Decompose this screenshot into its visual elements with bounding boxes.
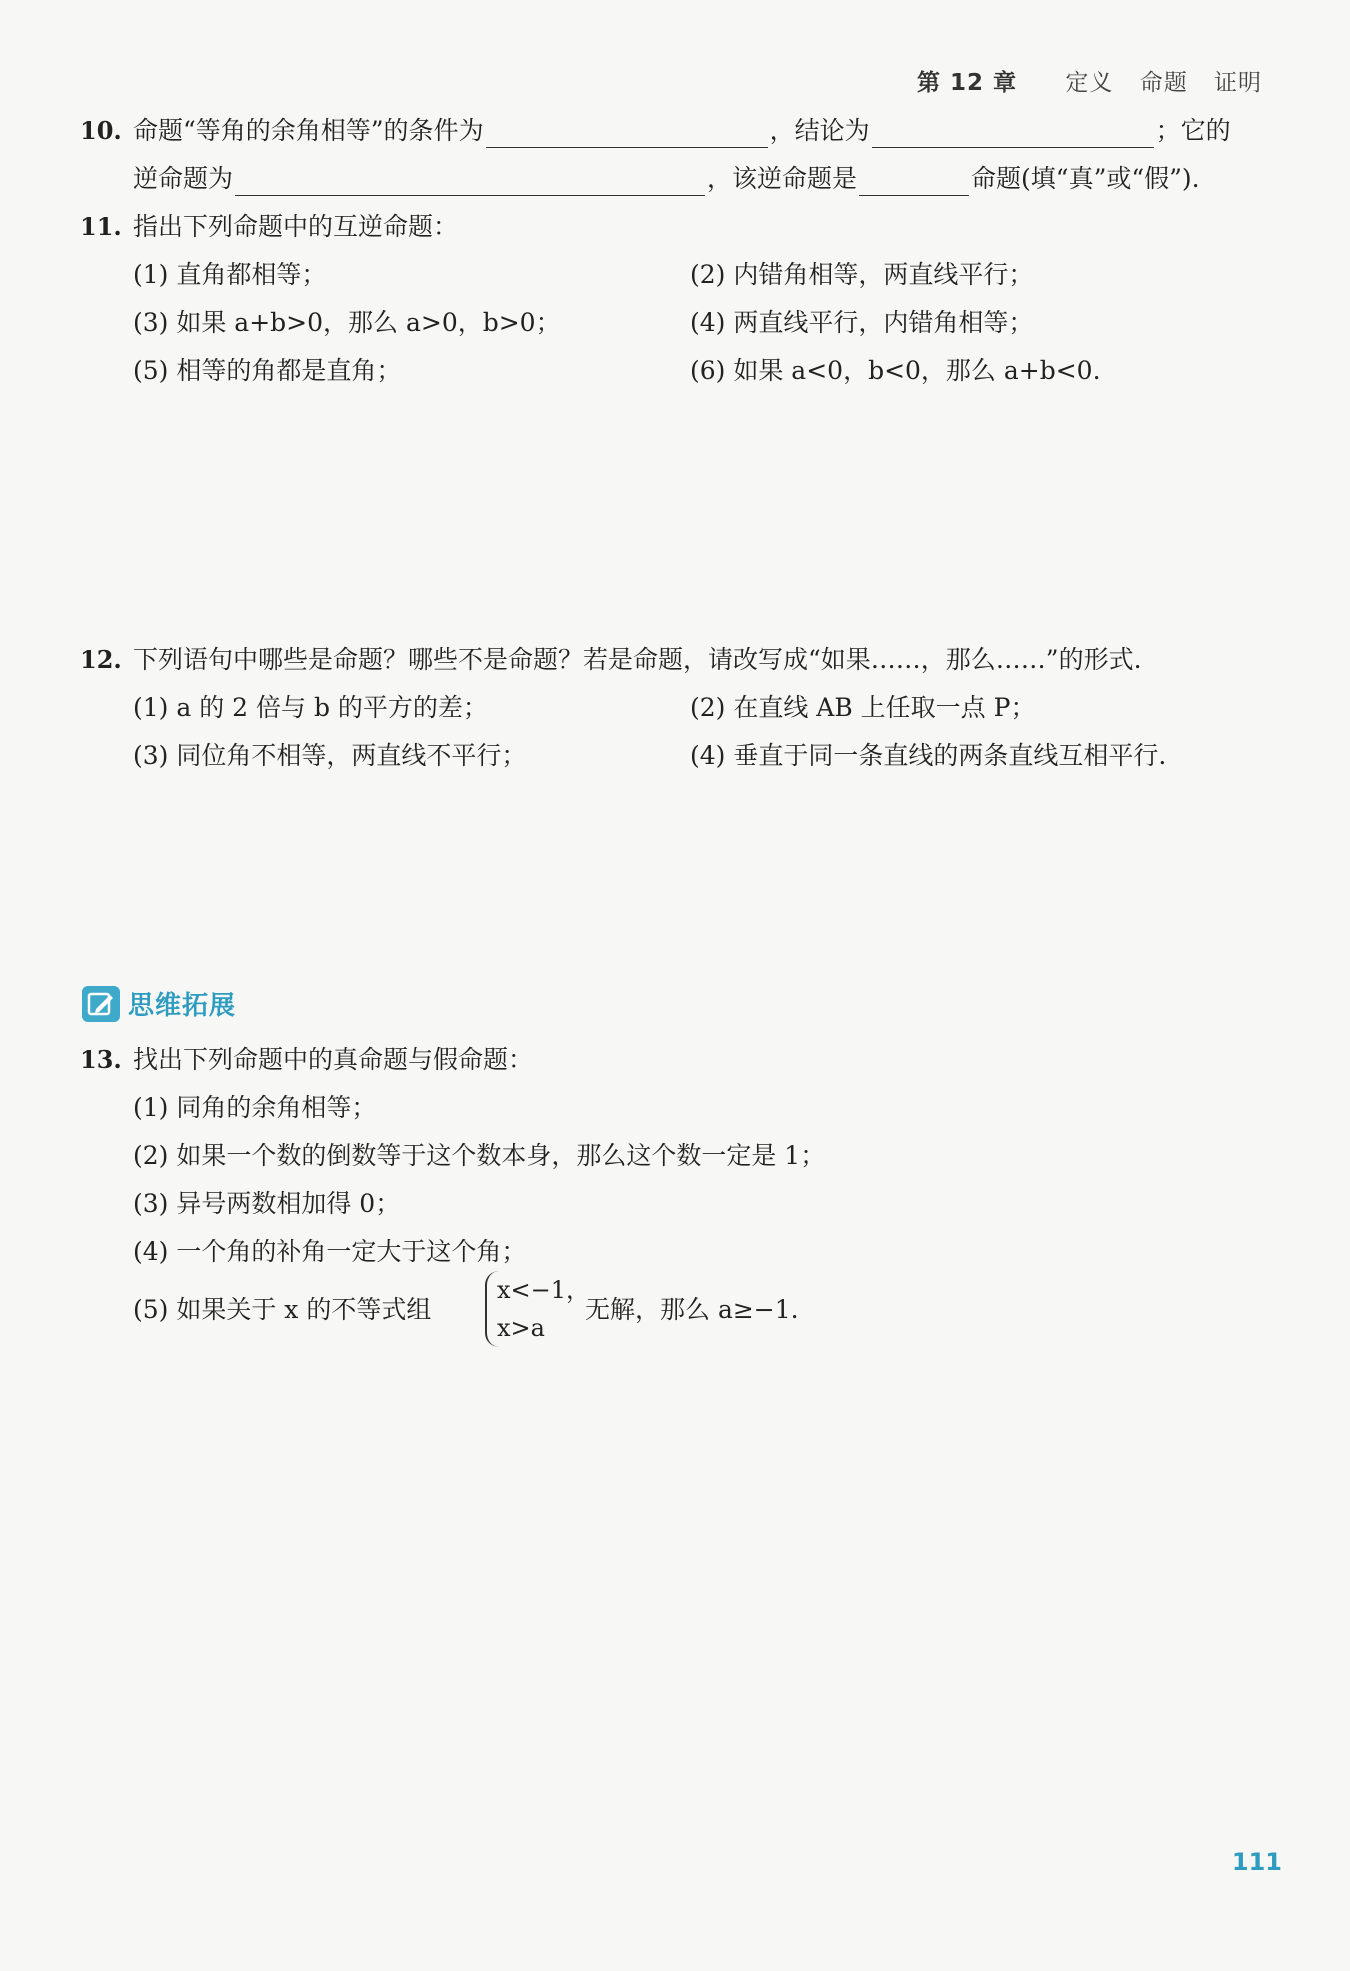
question-stem: 下列语句中哪些是命题？哪些不是命题？若是命题，请改写成“如果……，那么……”的形式. <box>133 645 1142 674</box>
list-item: (2) 在直线 AB 上任取一点 P； <box>690 693 1036 722</box>
header-word: 定义 <box>1065 70 1114 96</box>
list-item: (4) 两直线平行，内错角相等； <box>690 308 1034 337</box>
pencil-board-icon <box>82 986 120 1022</box>
question-number: 13. <box>80 1045 122 1074</box>
header-word: 命题 <box>1139 70 1188 96</box>
q10-text: ，结论为 <box>769 116 870 145</box>
section-header <box>82 985 236 1022</box>
item5-suffix: 无解，那么 a≥−1. <box>585 1295 799 1324</box>
list-item: (4) 垂直于同一条直线的两条直线互相平行. <box>690 741 1167 770</box>
question-stem: 指出下列命题中的互逆命题： <box>133 212 459 241</box>
chapter-number: 第 12 章 <box>917 70 1018 96</box>
list-item: (4) 一个角的补角一定大于这个角； <box>133 1237 527 1266</box>
conclusion-blank[interactable] <box>872 119 1154 148</box>
list-item: (3) 同位角不相等，两直线不平行； <box>133 741 527 770</box>
list-item: (1) 直角都相等； <box>133 260 327 289</box>
section-title: 思维拓展 <box>128 991 237 1021</box>
question-number: 10. <box>80 116 122 145</box>
header-word: 证明 <box>1214 70 1262 96</box>
q10-text: ；它的 <box>1155 116 1231 145</box>
true-false-blank[interactable] <box>859 167 969 196</box>
inequality-2: x>a <box>497 1314 545 1342</box>
q10-text: 命题“等角的余角相等”的条件为 <box>133 116 484 145</box>
question-stem: 找出下列命题中的真命题与假命题： <box>133 1045 534 1074</box>
list-item: (1) 同角的余角相等； <box>133 1093 377 1122</box>
list-item: (1) a 的 2 倍与 b 的平方的差； <box>133 693 488 722</box>
chapter-header <box>917 64 1262 97</box>
converse-blank[interactable] <box>235 167 705 196</box>
list-item: (5) 相等的角都是直角； <box>133 356 402 385</box>
question-number: 11. <box>80 212 122 241</box>
item5-prefix: (5) 如果关于 x 的不等式组 <box>133 1295 432 1324</box>
inequality-1: x<−1， <box>497 1276 591 1304</box>
q10-text: 逆命题为 <box>133 164 234 193</box>
question-number: 12. <box>80 645 122 674</box>
list-item-5 <box>0 1276 1350 1363</box>
list-item: (2) 内错角相等，两直线平行； <box>690 260 1034 289</box>
list-item: (3) 如果 a+b>0，那么 a>0，b>0； <box>133 308 561 337</box>
q10-text: ，该逆命题是 <box>707 164 858 193</box>
list-item: (3) 异号两数相加得 0； <box>133 1189 401 1218</box>
list-item: (6) 如果 a<0，b<0，那么 a+b<0. <box>690 356 1101 385</box>
q10-text: 命题(填“真”或“假”). <box>971 164 1200 193</box>
list-item: (2) 如果一个数的倒数等于这个数本身，那么这个数一定是 1； <box>133 1141 826 1170</box>
inequality-system <box>485 1271 590 1347</box>
page-number: 111 <box>1231 1848 1282 1876</box>
condition-blank[interactable] <box>486 119 768 148</box>
